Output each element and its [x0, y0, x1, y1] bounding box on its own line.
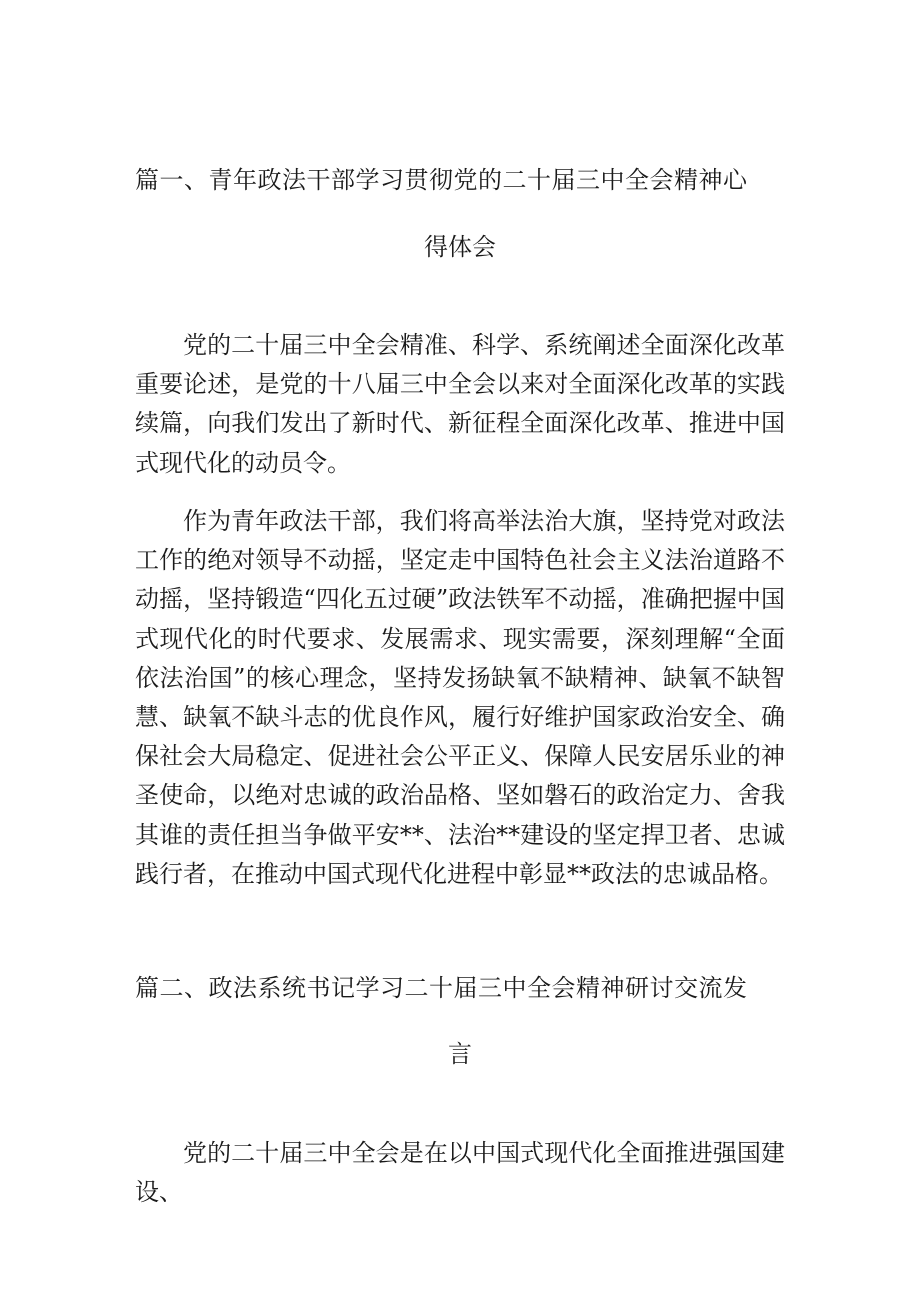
- section2-paragraph-1: 党的二十届三中全会是在以中国式现代化全面推进强国建设、: [135, 1139, 785, 1207]
- section2-title-line2: 言: [448, 1040, 472, 1068]
- section1-paragraph-1: 党的二十届三中全会精准、科学、系统阐述全面深化改革重要论述，是党的十八届三中全会以来对全面深化改革的实践续篇，向我们发出了新时代、新征程全面深化改革、推进中国式现代化的动员令。: [135, 331, 785, 477]
- section1-paragraph-2: 作为青年政法干部，我们将高举法治大旗，坚持党对政法工作的绝对领导不动摇，坚定走中国特色社会主义法治道路不动摇，坚持锻造“四化五过硬”政法铁军不动摇，准确把握中国式现代化的时代要求、发展需求、现实需要，深刻理解“全面依法治国”的核心理念，坚持发扬缺氧不缺精神、缺氧不缺智慧、缺氧不缺斗志的优良作风，履行好维护国家政治安全、确保社会大局稳定、促进社会公平正义、保障人民安居乐业的神圣使命，以绝对忠诚的政治品格、坚如磐石的政治定力、舍我其谁的责任担当争做平安**、法治**建设的坚定捍卫者、忠诚践行者，在推动中国式现代化进程中彰显**政法的忠诚品格。: [135, 507, 785, 888]
- section1-title-line2: 得体会: [424, 233, 496, 261]
- section1-title-line1: 篇一、青年政法干部学习贯彻党的二十届三中全会精神心: [135, 166, 748, 194]
- section2-title-line1: 篇二、政法系统书记学习二十届三中全会精神研讨交流发: [135, 974, 748, 1002]
